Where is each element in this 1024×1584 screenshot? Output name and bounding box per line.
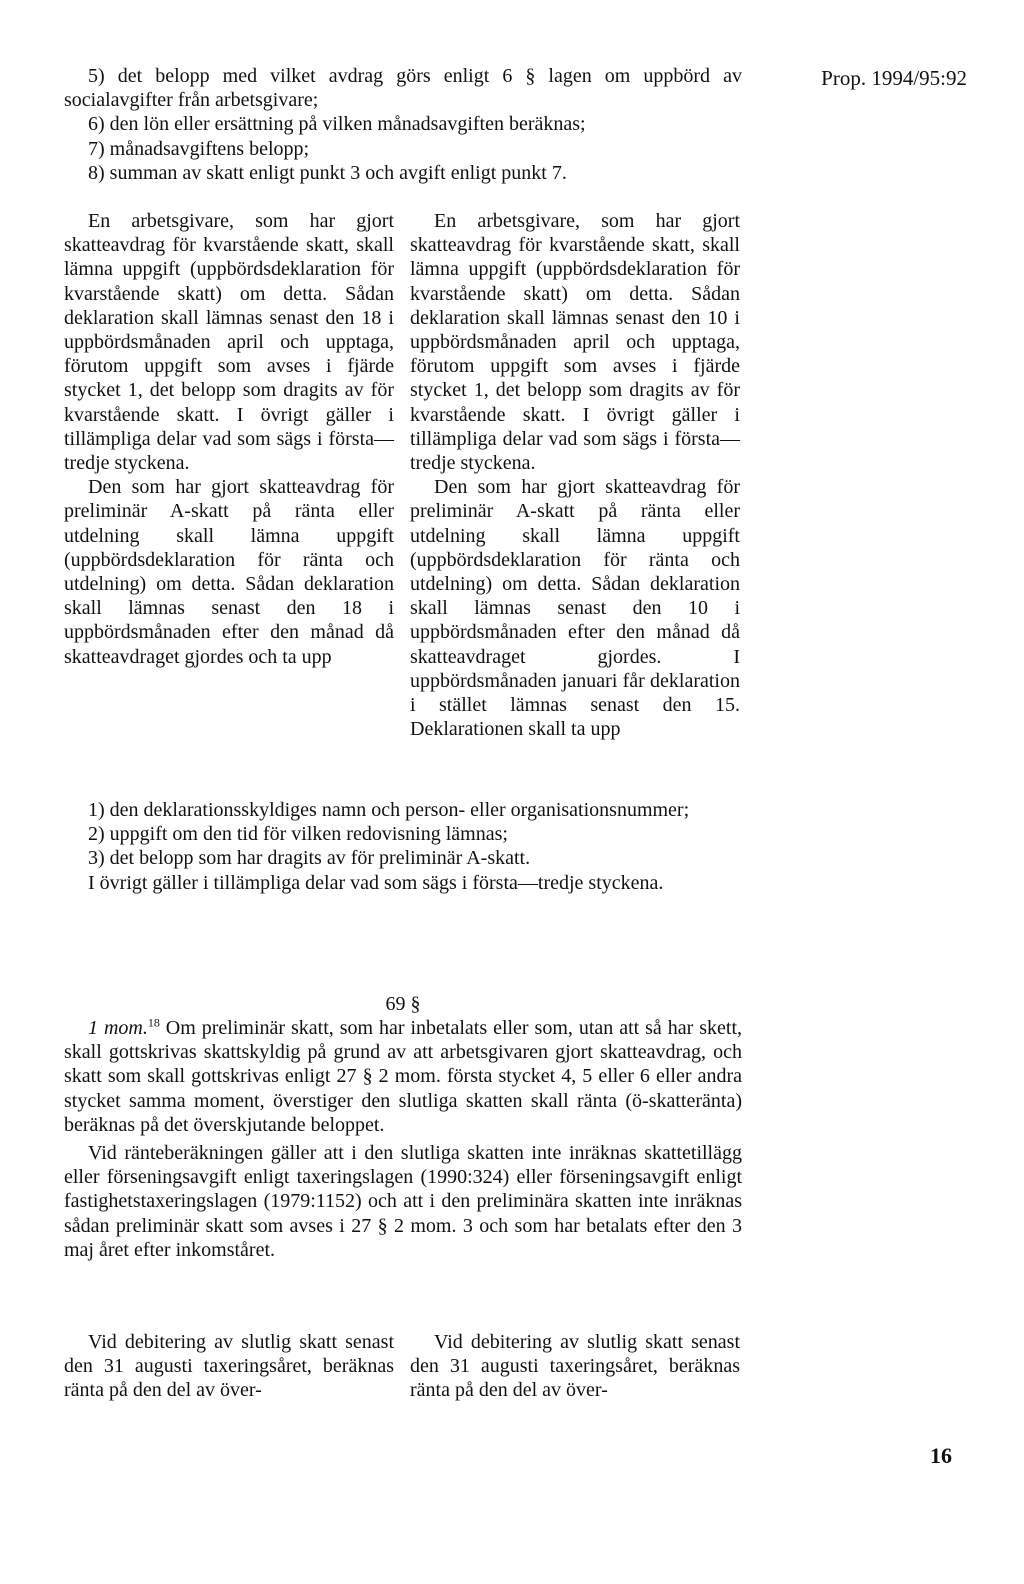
list-item-2: 2) uppgift om den tid för vilken redovisning lämnas;	[88, 823, 508, 846]
list-item-1: 1) den deklarationsskyldiges namn och person- eller organisationsnummer;	[88, 799, 690, 821]
intro-item-6: 6) den lön eller ersättning på vilken månadsavgiften beräknas;	[88, 113, 586, 136]
declaration-list	[64, 798, 742, 895]
bottom-left-column	[64, 1330, 394, 1403]
right-paragraph-2: Den som har gjort skatteavdrag för preliminär A-skatt på ränta eller utdelning skall lämna uppgift (uppbördsdeklaration för ränta och utdelning) om detta. Sådan deklaration skall lämnas senast den 10 i uppbördsmånaden efter den månad då skatteavdraget gjordes. I uppbördsmånaden januari får deklaration i stället lämnas senast den 15. Deklarationen skall ta upp	[410, 476, 740, 741]
section-paragraph-2: Vid ränteberäkningen gäller att i den slutliga skatten inte inräknas skattetillägg eller förseningsavgift enligt taxeringslagen (1990:324) eller förseningsavgift enligt fastighetstaxeringslagen (1979:1152) och att i den preliminära skatten inte inräknas sådan preliminär skatt som avses i 27 § 2 mom. 3 och som har betalats efter den 3 maj året efter inkomståret.	[64, 1142, 742, 1261]
document-reference: Prop. 1994/95:92	[821, 66, 967, 90]
right-column	[410, 209, 740, 741]
section-paragraph-1-text: Om preliminär skatt, som har inbetalats eller som, utan att så har skett, skall gottskrivas skattskyldig på grund av att arbetsgivaren gjort skatteavdrag, och skatt som skall gottskrivas enligt 27 § 2 mom. första stycket 4, 5 eller 6 eller andra stycket samma moment, överstiger den slutliga skatten skall ränta (ö-skatteränta) beräknas på det överskjutande beloppet.	[64, 1017, 743, 1136]
intro-item-8: 8) summan av skatt enligt punkt 3 och avgift enligt punkt 7.	[88, 161, 567, 184]
bottom-right-column	[410, 1330, 740, 1403]
page-number: 16	[930, 1443, 952, 1468]
bottom-left-paragraph: Vid debitering av slutlig skatt senast den 31 augusti taxeringsåret, beräknas ränta på den del av över-	[64, 1331, 394, 1402]
section-body	[64, 1016, 742, 1262]
intro-list	[64, 64, 742, 185]
mom-label: 1 mom.	[88, 1017, 148, 1039]
right-paragraph-1: En arbetsgivare, som har gjort skatteavdrag för kvarstående skatt, skall lämna uppgift (uppbördsdeklaration för kvarstående skatt) om detta. Sådan deklaration skall lämnas senast den 10 i uppbördsmånaden april och upptaga, förutom uppgift som avses i fjärde stycket 1, det belopp som dragits av för kvarstående skatt. I övrigt gäller i tillämpliga delar vad som sägs i första—tredje styckena.	[410, 210, 740, 475]
left-paragraph-2: Den som har gjort skatteavdrag för preliminär A-skatt på ränta eller utdelning skall lämna uppgift (uppbördsdeklaration för ränta och utdelning) om detta. Sådan deklaration skall lämnas senast den 18 i uppbördsmånaden efter den månad då skatteavdraget gjordes och ta upp	[64, 476, 394, 668]
intro-item-7: 7) månadsavgiftens belopp;	[88, 137, 310, 160]
left-column	[64, 209, 394, 669]
section-heading: 69 §	[385, 993, 421, 1015]
left-paragraph-1: En arbetsgivare, som har gjort skatteavdrag för kvarstående skatt, skall lämna uppgift (uppbördsdeklaration för kvarstående skatt) om detta. Sådan deklaration skall lämnas senast den 18 i uppbördsmånaden april och upptaga, förutom uppgift som avses i fjärde stycket 1, det belopp som dragits av för kvarstående skatt. I övrigt gäller i tillämpliga delar vad som sägs i första—tredje styckena.	[64, 210, 394, 475]
section-paragraph-1	[64, 1016, 742, 1137]
list-item-3: 3) det belopp som har dragits av för preliminär A-skatt.	[88, 847, 531, 870]
intro-item-5: 5) det belopp med vilket avdrag görs enligt 6 § lagen om uppbörd av socialavgifter från arbetsgivare;	[64, 65, 742, 112]
footnote-ref: 18	[147, 1015, 160, 1030]
bottom-right-paragraph: Vid debitering av slutlig skatt senast den 31 augusti taxeringsåret, beräknas ränta på den del av över-	[410, 1331, 740, 1402]
closing-paragraph: I övrigt gäller i tillämpliga delar vad som sägs i första—tredje styckena.	[88, 871, 664, 894]
